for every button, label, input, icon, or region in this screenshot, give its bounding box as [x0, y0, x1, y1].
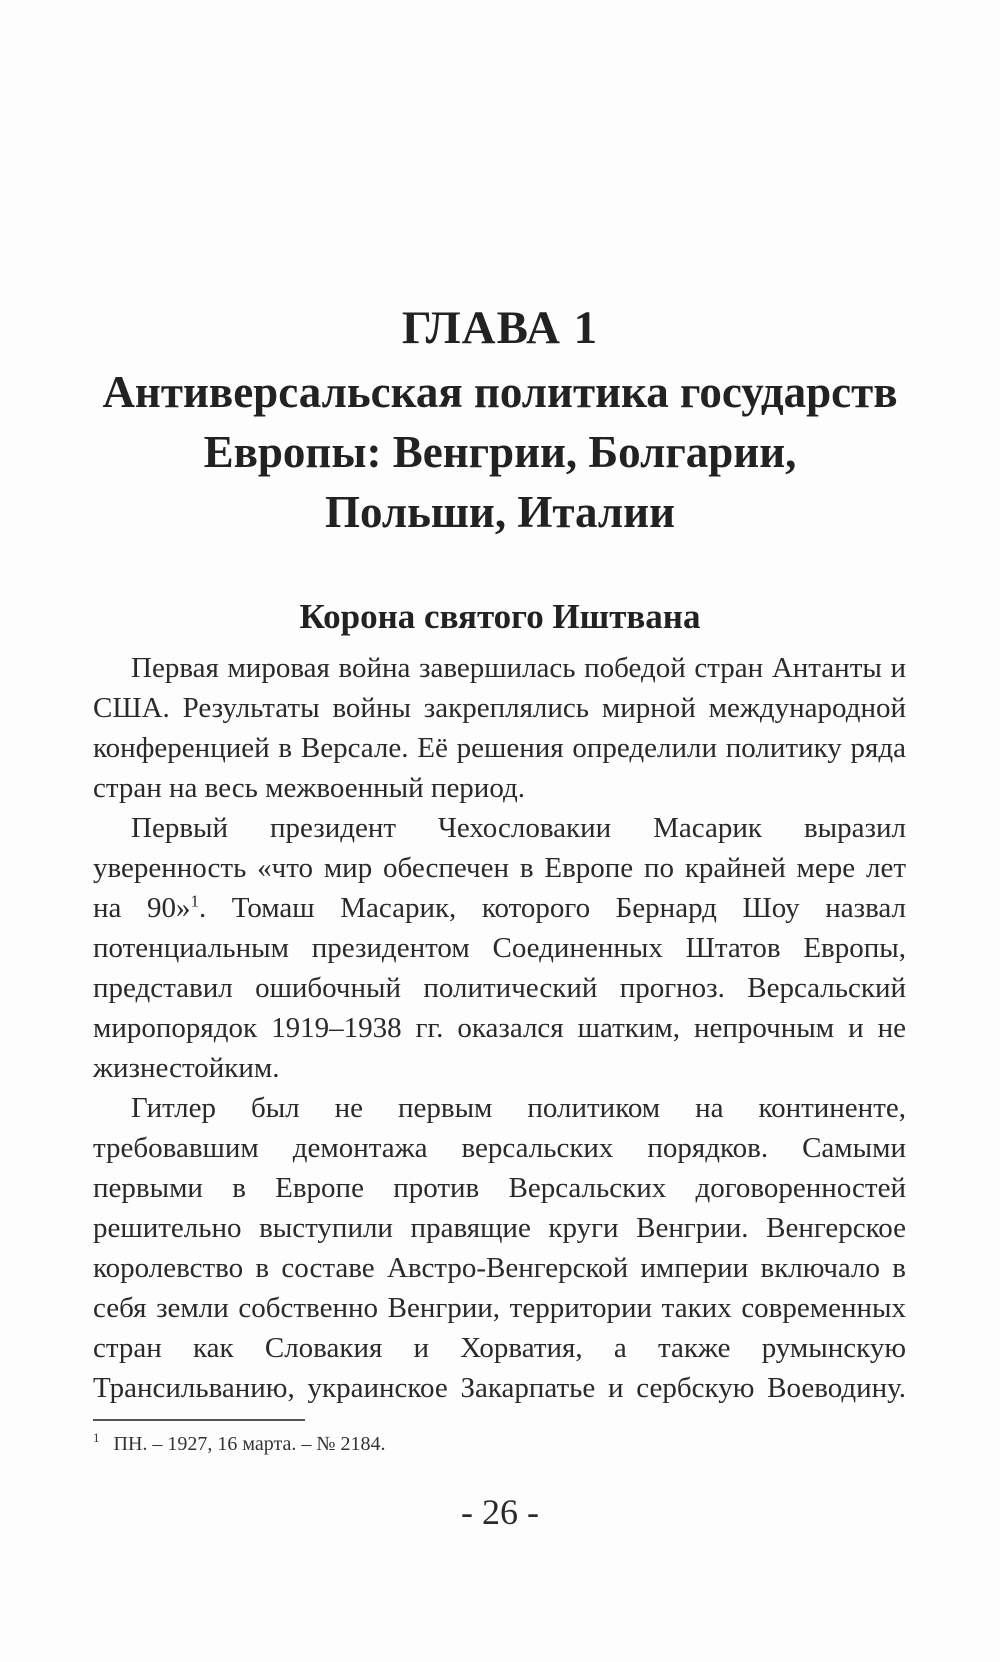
paragraph [93, 808, 906, 1088]
chapter-number: ГЛАВА 1 [401, 302, 599, 354]
paragraph-text: Первый президент Чехословакии Масарик выразил уверенность «что мир обеспечен в Европе по крайней мере лет на 90» [93, 812, 906, 924]
chapter-title-line: Европы: Венгрии, Болгарии, [203, 427, 797, 477]
chapter-title [60, 362, 940, 542]
footnote-reference[interactable]: 1 [190, 891, 199, 911]
footnote-mark: 1 [93, 1430, 100, 1446]
footnote-divider [93, 1419, 305, 1421]
page-number: - 26 - [461, 1492, 539, 1532]
chapter-title-line: Польши, Италии [324, 487, 676, 537]
body-text [93, 648, 906, 1408]
paragraph-text: . Томаш Масарик, которого Бернард Шоу назвал потенциальным президентом Соединенных Штатов Европы, представил ошибочный политический прогноз. Версальский миропорядок 1919–1938 гг. оказался шатким, непрочным и не жизнестойким. [93, 892, 906, 1084]
section-title: Корона святого Иштвана [299, 597, 701, 636]
paragraph: Первая мировая война завершилась победой стран Антанты и США. Результаты войны закреплялись мирной международной конференцией в Версале. Её решения определили политику ряда стран на весь межвоенный период. [93, 652, 906, 804]
footnote [93, 1430, 893, 1458]
footnote-text: ПН. – 1927, 16 марта. – № 2184. [113, 1433, 386, 1455]
paragraph: Гитлер был не первым политиком на континенте, требовавшим демонтажа версальских порядков. Самыми первыми в Европе против Версальских договоренностей решительно выступили правящие круги Венгрии. Венгерское королевство в составе Австро-Венгерской империи включало в себя земли собственно Венгрии, территории таких современных стран как Словакия и Хорватия, а также румынскую Трансильванию, украинское Закарпатье и сербскую Воеводину. [93, 1092, 906, 1404]
chapter-title-line: Антиверсальская политика государств [102, 367, 898, 417]
